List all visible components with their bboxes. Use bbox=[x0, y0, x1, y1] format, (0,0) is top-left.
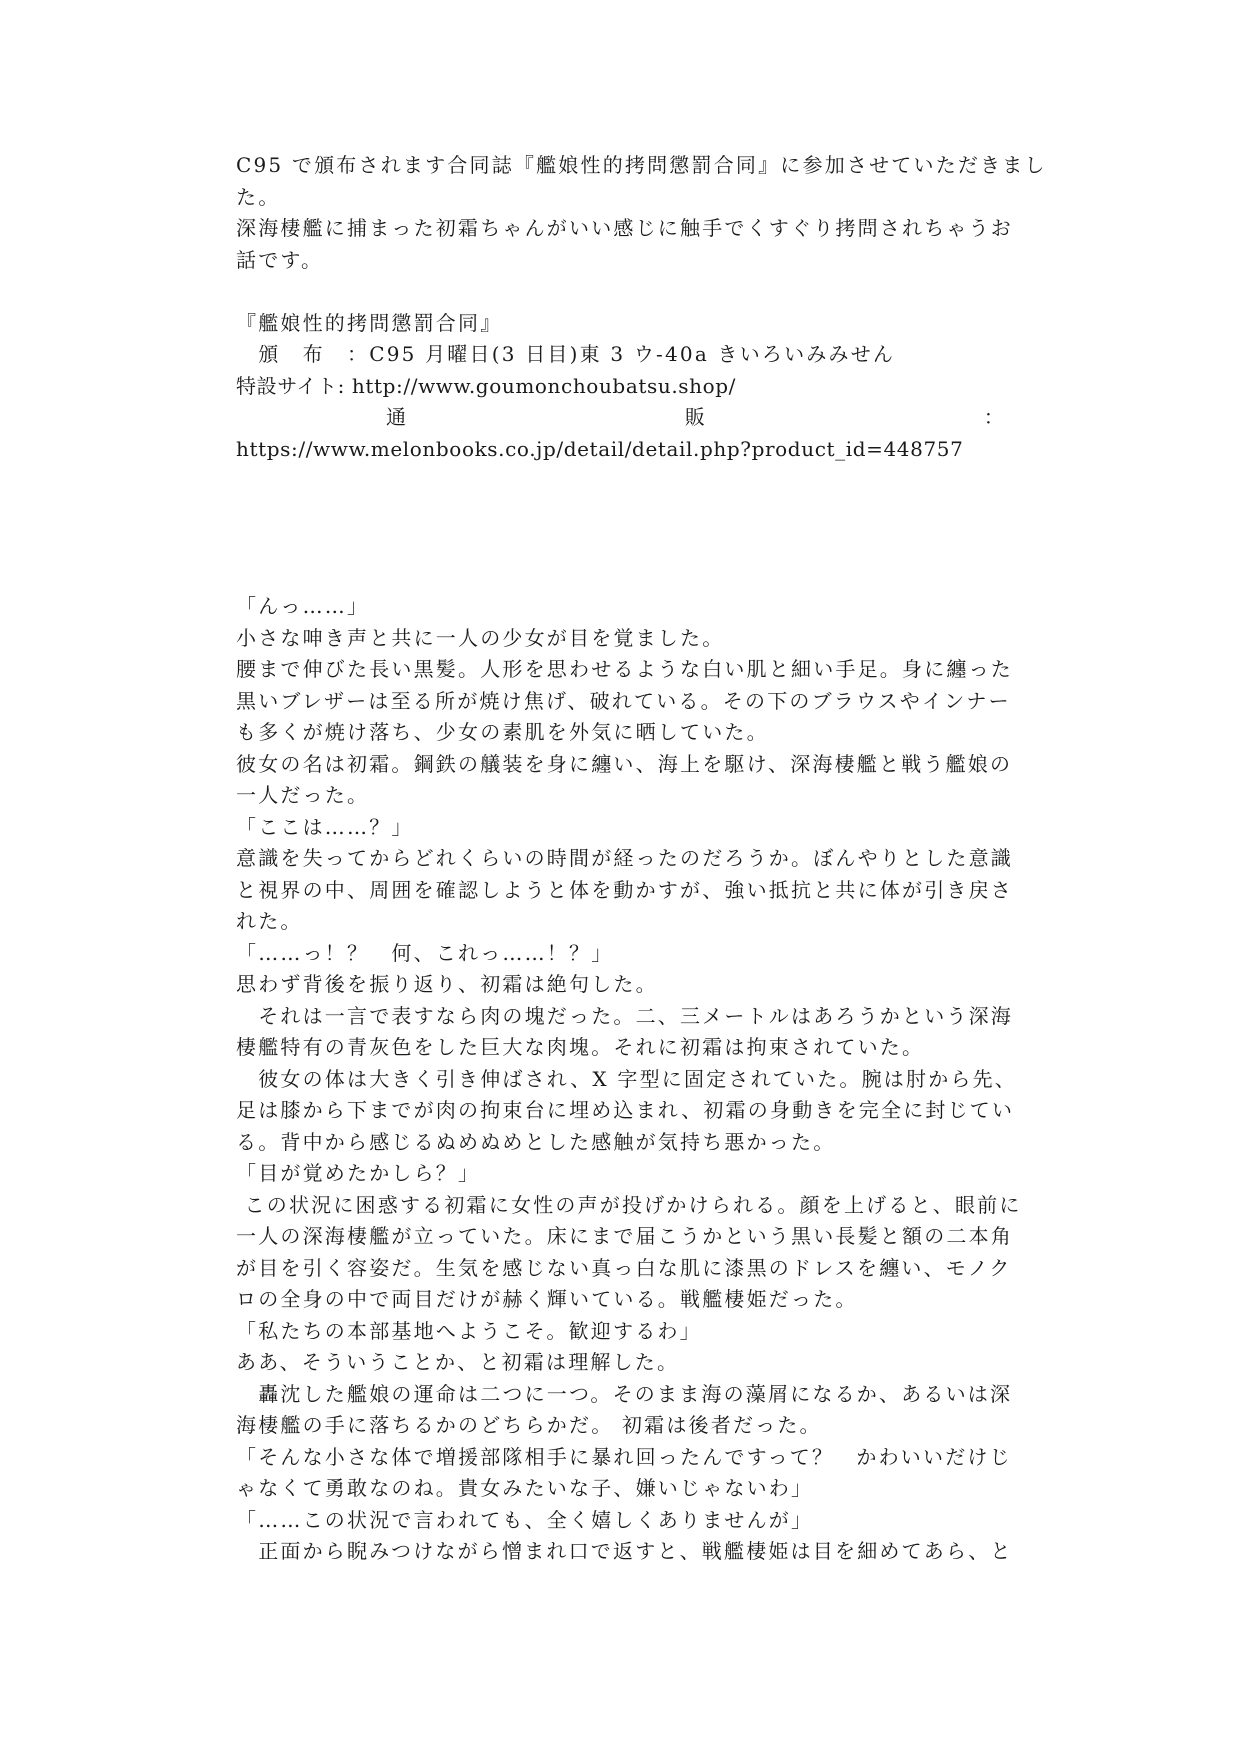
story-line: この状況に困惑する初霜に女性の声が投げかけられる。顔を上げると、眼前に bbox=[236, 1192, 1022, 1217]
intro-line: た。 bbox=[236, 184, 281, 209]
story-line: る。背中から感じるぬめぬめとした感触が気持ち悪かった。 bbox=[236, 1129, 836, 1154]
spacer bbox=[236, 465, 1008, 591]
mail-order-label-char: 通 bbox=[386, 405, 409, 429]
mail-order-label-row bbox=[236, 402, 1008, 434]
story-text bbox=[236, 591, 1022, 1568]
story-line: 「……っ！？ 何、これっ……！？」 bbox=[236, 940, 614, 965]
mail-order-label-char: 販 bbox=[684, 405, 708, 429]
story-line: も多くが焼け落ち、少女の素肌を外気に晒していた。 bbox=[236, 720, 769, 744]
story-line: 轟沈した艦娘の運命は二つに一つ。そのまま海の藻屑になるか、あるいは深 bbox=[236, 1381, 1013, 1406]
story-line: 腰まで伸びた長い黒髪。人形を思わせるような白い肌と細い手足。身に纏った bbox=[236, 657, 1013, 681]
story-line: 意識を失ってからどれくらいの時間が経ったのだろうか。ぼんやりとした意識 bbox=[236, 846, 1013, 870]
story-line: 「……この状況で言われても、全く嬉しくありませんが」 bbox=[236, 1507, 814, 1532]
special-site-link[interactable]: 特設サイト: http://www.goumonchoubatsu.shop/ bbox=[236, 373, 737, 398]
mail-order-colon: ： bbox=[983, 405, 1006, 429]
book-title: 『艦娘性的拷問懲罰合同』 bbox=[236, 310, 503, 335]
story-line: 一人の深海棲艦が立っていた。床にまで届こうかという黒い長髪と額の二本角 bbox=[236, 1224, 1013, 1248]
intro-line: 深海棲艦に捕まった初霜ちゃんがいい感じに触手でくすぐり拷問されちゃうお bbox=[236, 216, 1013, 240]
spacer bbox=[236, 276, 1008, 308]
story-line: 「んっ……」 bbox=[236, 594, 370, 618]
story-line: 一人だった。 bbox=[236, 783, 370, 807]
story-line: 「私たちの本部基地へようこそ。歓迎するわ」 bbox=[236, 1318, 702, 1343]
story-line: れた。 bbox=[236, 909, 303, 933]
intro-paragraph bbox=[236, 150, 1047, 276]
story-line: ああ、そういうことか、と初霜は理解した。 bbox=[236, 1350, 680, 1374]
story-line: 彼女の名は初霜。鋼鉄の艤装を身に纏い、海上を駆け、深海棲艦と戦う艦娘の bbox=[236, 751, 1013, 776]
document-page bbox=[236, 150, 1047, 1568]
story-line: 海棲艦の手に落ちるかのどちらかだ。 初霜は後者だった。 bbox=[236, 1413, 822, 1437]
story-line: 「目が覚めたかしら？」 bbox=[236, 1161, 481, 1185]
story-line: 黒いブレザーは至る所が焼け焦げ、破れている。その下のブラウスやインナー bbox=[236, 688, 1011, 713]
mail-order-url-link[interactable]: https://www.melonbooks.co.jp/detail/detail.php?product_id=448757 bbox=[236, 436, 964, 461]
distribution-info: 頒 布 ：C95 月曜日(3 日目)東 3 ウ-40a きいろいみみせん bbox=[236, 342, 896, 366]
story-line: 小さな呻き声と共に一人の少女が目を覚ました。 bbox=[236, 625, 725, 650]
story-line: と視界の中、周囲を確認しようと体を動かすが、強い抵抗と共に体が引き戻さ bbox=[236, 877, 1013, 902]
story-line: 棲艦特有の青灰色をした巨大な肉塊。それに初霜は拘束されていた。 bbox=[236, 1035, 925, 1059]
story-line: 「ここは……？」 bbox=[236, 814, 414, 839]
story-line: 思わず背後を振り返り、初霜は絶句した。 bbox=[236, 972, 658, 996]
intro-line: 話です。 bbox=[236, 247, 324, 272]
story-line: 正面から睨みつけながら憎まれ口で返すと、戦艦棲姫は目を細めてあら、と bbox=[236, 1539, 1013, 1563]
story-line: 彼女の体は大きく引き伸ばされ、X 字型に固定されていた。腕は肘から先、 bbox=[236, 1066, 1017, 1091]
story-line: が目を引く容姿だ。生気を感じない真っ白な肌に漆黒のドレスを纏い、モノク bbox=[236, 1255, 1012, 1280]
story-line: 「そんな小さな体で増援部隊相手に暴れ回ったんですって？ かわいいだけじ bbox=[236, 1444, 1012, 1469]
story-line: ゃなくて勇敢なのね。貴女みたいな子、嫌いじゃないわ」 bbox=[236, 1476, 814, 1500]
story-line: ロの全身の中で両目だけが赫く輝いている。戦艦棲姫だった。 bbox=[236, 1287, 858, 1311]
story-line: 足は膝から下までが肉の拘束台に埋め込まれ、初霜の身動きを完全に封じてい bbox=[236, 1098, 1015, 1122]
story-line: それは一言で表すなら肉の塊だった。二、三メートルはあろうかという深海 bbox=[236, 1003, 1013, 1028]
intro-line: C95 で頒布されます合同誌『艦娘性的拷問懲罰合同』に参加させていただきまし bbox=[236, 153, 1047, 177]
book-info bbox=[236, 308, 1008, 466]
